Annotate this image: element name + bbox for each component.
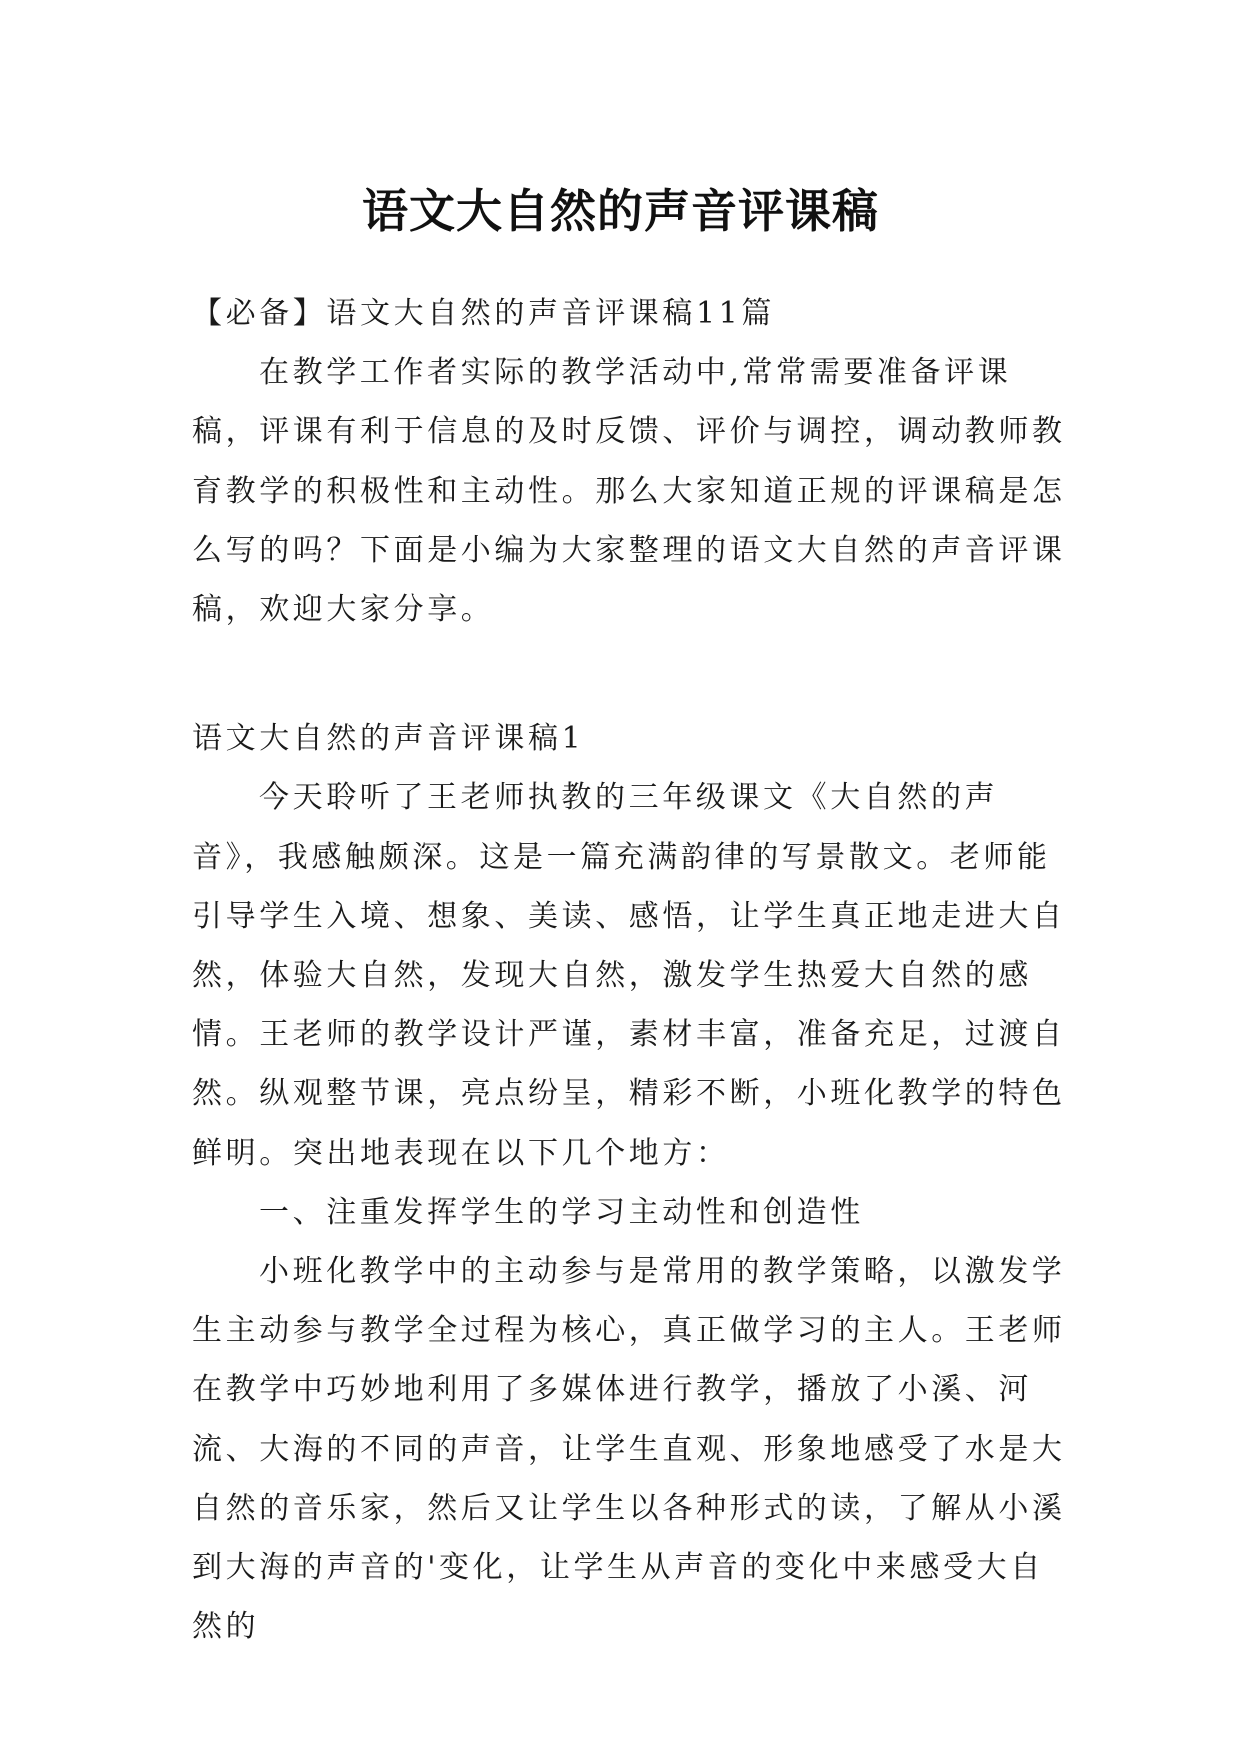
document-title: 语文大自然的声音评课稿 [362, 183, 879, 238]
body-paragraph: 小班化教学中的主动参与是常用的教学策略，以激发学生主动参与教学全过程为核心，真正做学习的主人。王老师在教学中巧妙地利用了多媒体进行教学，播放了小溪、河流、大海的不同的声音，让学生直观、形象地感受了水是大自然的音乐家，然后又让学生以各种形式的读，了解从小溪到大海的声音的'变化，让学生从声音的变化中来感受大自然的 [192, 1254, 1066, 1645]
body-paragraph: 今天聆听了王老师执教的三年级课文《大自然的声音》，我感触颇深。这是一篇充满韵律的写景散文。老师能引导学生入境、想象、美读、感悟，让学生真正地走进大自然，体验大自然，发现大自然，激发学生热爱大自然的感情。王老师的教学设计严谨，素材丰富，准备充足，过渡自然。纵观整节课，亮点纷呈，精彩不断，小班化教学的特色鲜明。突出地表现在以下几个地方： [192, 780, 1066, 1171]
intro-paragraph: 在教学工作者实际的教学活动中,常常需要准备评课稿，评课有利于信息的及时反馈、评价与调控，调动教师教育教学的积极性和主动性。那么大家知道正规的评课稿是怎么写的吗？下面是小编为大家整理的语文大自然的声音评课稿，欢迎大家分享。 [192, 355, 1066, 628]
document-body [192, 284, 1068, 1656]
section-heading: 语文大自然的声音评课稿1 [192, 721, 585, 757]
section-spacer [192, 639, 1068, 709]
point-heading: 一、注重发挥学生的学习主动性和创造性 [259, 1194, 864, 1230]
document-subtitle: 【必备】语文大自然的声音评课稿11篇 [192, 296, 775, 331]
